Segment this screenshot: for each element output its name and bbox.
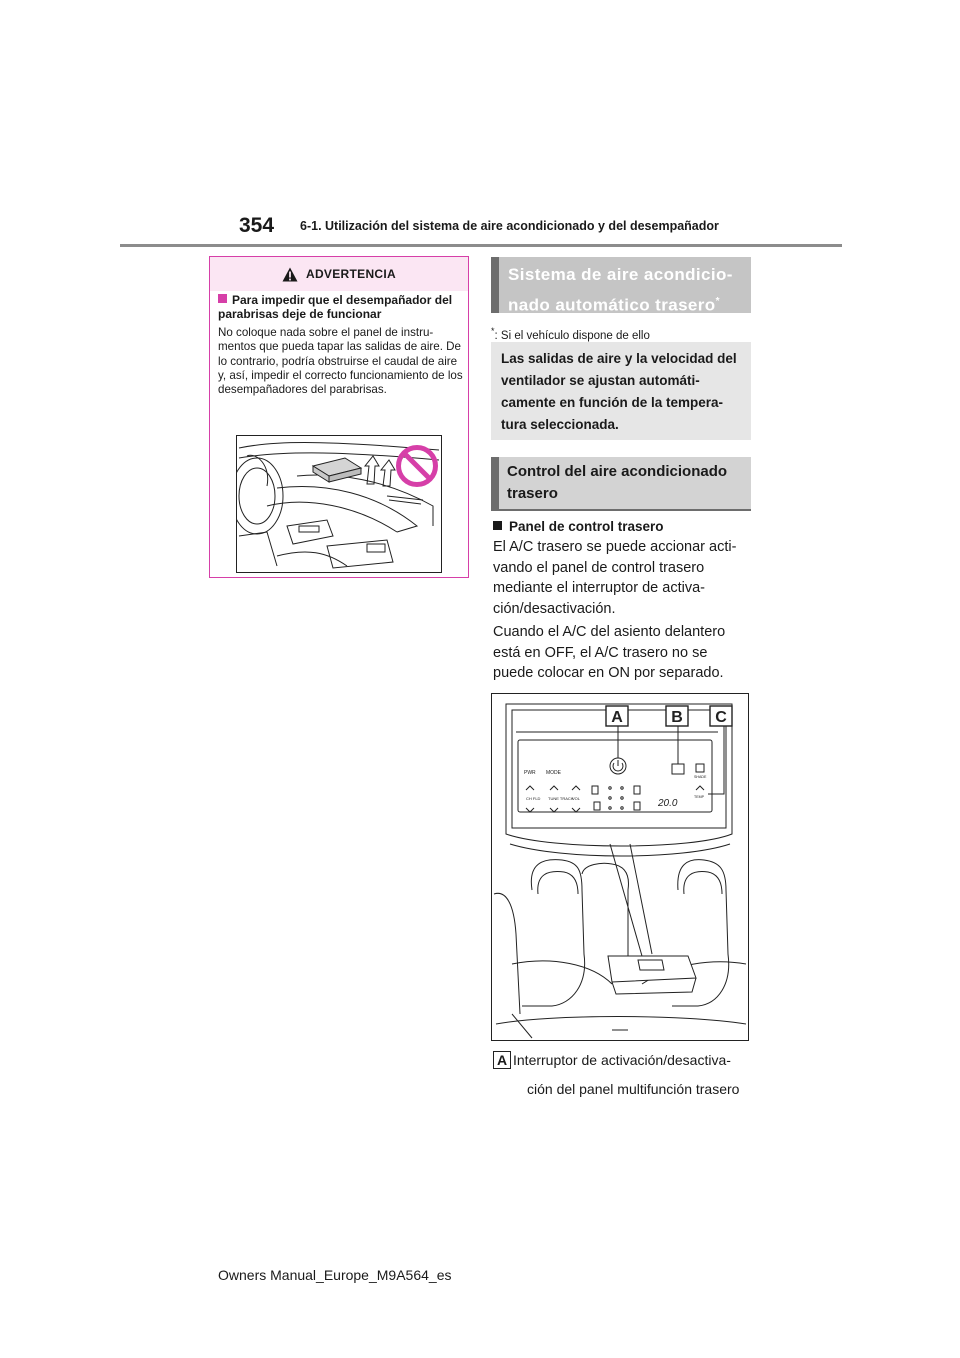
footer: Owners Manual_Europe_M9A564_es [218,1267,452,1283]
header-divider [120,244,842,247]
panel-temperature: 20.0 [658,798,678,809]
panel-label-mode: MODE [546,770,561,776]
section-heading-mark: * [715,296,720,307]
warning-title: ADVERTENCIA [306,267,396,281]
prohibited-icon [395,444,439,488]
bullet-square-icon [493,521,502,530]
footnote [491,326,650,342]
item-heading-text: Panel de control trasero [509,519,664,534]
intro-text: Las salidas de aire y la velocidad del ventilador se ajustan automáti-camente en función de la tempera-tura seleccionada. [501,351,737,432]
intro-box [491,342,751,440]
callout-b: B [671,709,683,726]
legend-text: ción del panel multifunción trasero [527,1081,740,1097]
legend-badge: A [493,1051,511,1069]
panel-label-temp: TEMP [694,795,704,799]
panel-label-tune-track: TUNE TRACK [548,796,574,801]
footnote-text: : Si el vehículo dispone de ello [494,329,650,342]
section-heading-text: Sistema de aire acondicio-nado automático trasero [508,265,733,315]
subsection-heading-text: Control del aire acondicionado trasero [507,463,728,502]
panel-label-shade: SHADE [694,775,707,779]
section-title: 6-1. Utilización del sistema de aire acondicionado y del desempañador [300,219,719,233]
panel-label-pwr: PWR [524,770,536,776]
dashboard-illustration [236,435,442,573]
warning-box [209,256,469,578]
warning-body: No coloque nada sobre el panel de instru-mentos que pueda tapar las salidas de aire. De lo contrario, podría obstruirse el caudal de aire y, así, impedir el correcto funcionamiento de los desempañadores del parabrisas. [218,326,463,397]
panel-label-vol: VOL [572,796,581,801]
warning-triangle-icon [282,267,298,282]
section-heading [491,257,751,313]
paragraph: El A/C trasero se puede accionar acti-vando el panel de control trasero mediante el interruptor de activa-ción/desactivación. [493,539,737,617]
subsection-heading [491,457,751,511]
item-heading [493,519,664,534]
warning-subtitle-text: Para impedir que el desempañador del parabrisas deje de funcionar [218,293,453,321]
footnote-mark: * [491,326,495,336]
panel-label-ch-fld: CH FLD [526,796,541,801]
legend-text: Interruptor de activación/desactiva- [513,1052,731,1068]
page-number: 354 [239,214,275,237]
warning-header [210,257,468,291]
paragraph: Cuando el A/C del asiento delantero está en OFF, el A/C trasero no se puede colocar en ON por separado. [493,624,726,681]
callout-c: C [715,709,727,726]
rear-panel-illustration [491,693,749,1041]
warning-subtitle [218,293,458,321]
bullet-square-icon [218,294,227,303]
callout-a: A [611,709,623,726]
